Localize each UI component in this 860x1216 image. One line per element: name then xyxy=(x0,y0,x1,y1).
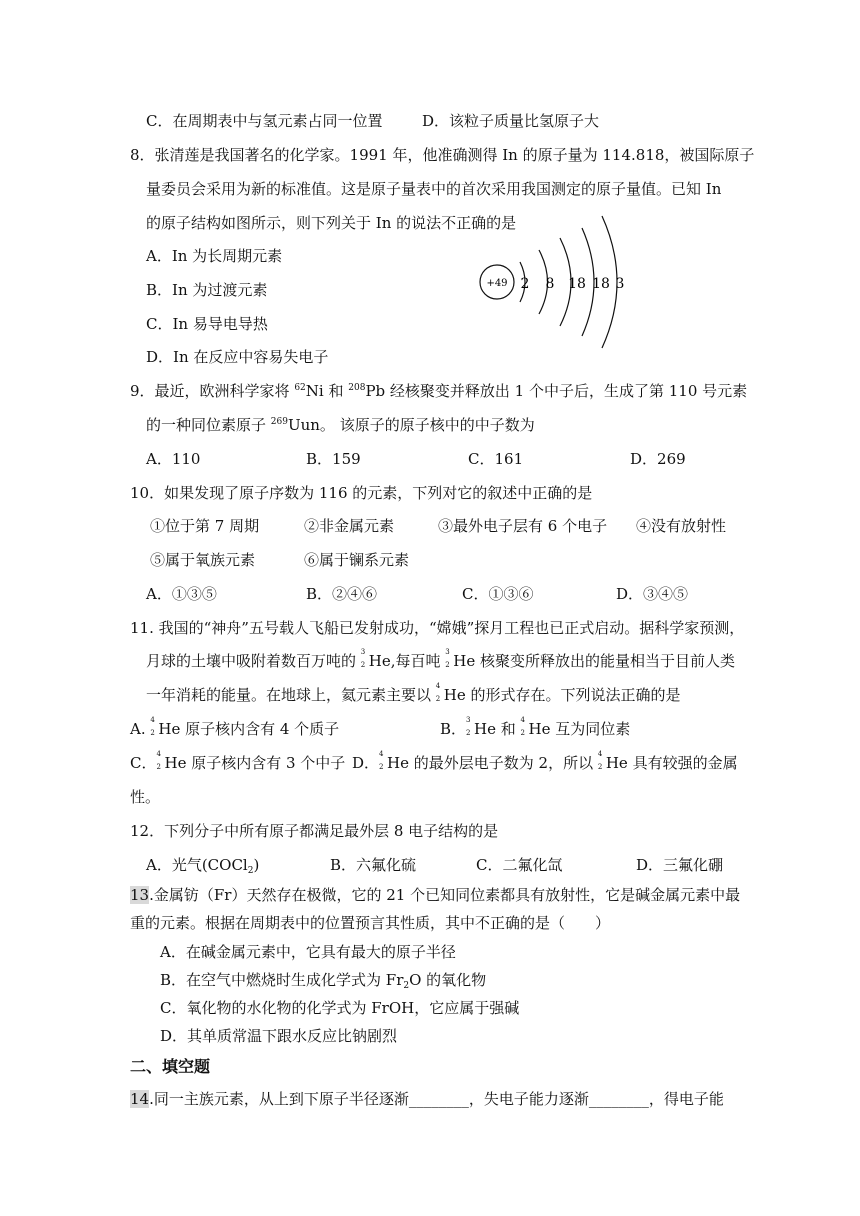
option-letter: C． xyxy=(130,754,157,772)
shell-electron-count: 3 xyxy=(615,276,625,292)
q11-stem-line3 xyxy=(146,682,681,705)
q9-option-c: C．161 xyxy=(468,450,524,468)
shell-electron-count: 2 xyxy=(520,276,530,292)
q13-text: O 的氧化物 xyxy=(409,971,487,989)
q12-option-a xyxy=(146,855,259,875)
q8-option-a: A．In 为长周期元素 xyxy=(146,247,283,265)
atomic-number: 2 xyxy=(435,695,441,703)
q9-text: 的一种同位素原子 xyxy=(146,416,271,434)
mass-number: 3 xyxy=(445,648,450,656)
q10-stem: 10．如果发现了原子序数为 116 的元素，下列对它的叙述中正确的是 xyxy=(130,484,593,502)
q9-option-a: A．110 xyxy=(146,450,201,468)
q12-text: ) xyxy=(253,856,260,874)
question-number-highlight: 14 xyxy=(130,1090,150,1108)
q9-option-d: D．269 xyxy=(630,450,686,468)
q11-text: He,每百吨 xyxy=(368,652,446,670)
q10-statement-5: ⑤属于氧族元素 xyxy=(150,551,256,569)
shell-electron-count: 8 xyxy=(545,276,555,292)
he4-isotope-symbol xyxy=(597,750,606,771)
q10-statement-1: ①位于第 7 周期 xyxy=(150,517,260,535)
mass-number: 4 xyxy=(156,750,161,758)
q13-text: B．在空气中燃烧时生成化学式为 Fr xyxy=(160,971,404,989)
q11-text: He 的形式存在。下列说法正确的是 xyxy=(443,686,681,704)
q8-stem-line3: 的原子结构如图所示，则下列关于 In 的说法不正确的是 xyxy=(146,214,517,232)
atomic-number: 2 xyxy=(156,763,161,771)
q11-text: 月球的土壤中吸附着数百万吨的 xyxy=(146,652,361,670)
shell-electron-count: 18 xyxy=(568,276,586,292)
q11-text: He 原子核内含有 3 个中子 xyxy=(164,754,346,772)
q11-text: He 和 xyxy=(474,720,521,738)
q11-option-a xyxy=(130,716,340,739)
q11-stem-line1: 11. 我国的“神舟”五号载人飞船已发射成功，“嫦娥”探月工程也已正式启动。据科学家预测， xyxy=(130,619,745,637)
q11-option-c xyxy=(130,750,346,773)
q11-text: 一年消耗的能量。在地球上，氦元素主要以 xyxy=(146,686,436,704)
q11-text: He 的最外层电子数为 2，所以 xyxy=(387,754,598,772)
q12-option-d: D．三氟化硼 xyxy=(636,856,724,874)
option-letter: D． xyxy=(352,754,380,772)
q9-stem-line1 xyxy=(130,381,747,401)
atomic-number: 2 xyxy=(597,763,603,771)
shell-electron-count: 18 xyxy=(592,276,610,292)
q8-option-c: C．In 易导电导热 xyxy=(146,315,268,333)
question-number-highlight: 13 xyxy=(130,886,150,904)
atomic-number: 2 xyxy=(379,763,384,771)
mass-number: 4 xyxy=(435,682,441,690)
q11-text: He 具有较强的金属 xyxy=(605,754,738,772)
indium-atom-structure-diagram xyxy=(474,212,644,352)
q8-option-d: D．In 在反应中容易失电子 xyxy=(146,348,329,366)
q13-option-d: D．其单质常温下跟水反应比钠剧烈 xyxy=(160,1027,398,1045)
atomic-number: 2 xyxy=(520,729,525,737)
mass-number: 3 xyxy=(466,716,471,724)
q9-text: 9．最近，欧洲科学家将 xyxy=(130,382,295,400)
q11-text: He 核聚变所释放出的能量相当于目前人类 xyxy=(453,652,736,670)
ni-mass-number: 62 xyxy=(294,383,306,393)
q11-stem-line2 xyxy=(146,648,736,671)
mass-number: 3 xyxy=(360,648,366,656)
he3-isotope-symbol xyxy=(360,648,369,669)
he4-isotope-symbol xyxy=(435,682,444,703)
q12-stem: 12．下列分子中所有原子都满足最外层 8 电子结构的是 xyxy=(130,822,499,840)
q10-option-a: A．①③⑤ xyxy=(146,585,217,603)
q12-text: A．光气(COCl xyxy=(146,856,248,874)
q9-stem-line2 xyxy=(146,415,535,435)
pb-mass-number: 208 xyxy=(348,383,366,393)
atomic-number: 2 xyxy=(360,661,366,669)
mass-number: 4 xyxy=(150,716,155,724)
q13-option-a: A．在碱金属元素中，它具有最大的原子半径 xyxy=(160,943,456,961)
q8-option-b: B．In 为过渡元素 xyxy=(146,281,268,299)
q14-text: .同一主族元素，从上到下原子半径逐渐________，失电子能力逐渐________，得电子能 xyxy=(149,1090,724,1108)
q13-option-c: C．氧化物的水化物的化学式为 FrOH，它应属于强碱 xyxy=(160,999,520,1017)
mass-number: 4 xyxy=(597,750,603,758)
q13-option-b xyxy=(160,970,486,990)
mass-number: 4 xyxy=(520,716,525,724)
q11-text: He 互为同位素 xyxy=(528,720,631,738)
q10-statement-2: ②非金属元素 xyxy=(304,517,395,535)
q13-text: .金属钫（Fr）天然存在极微，它的 21 个已知同位素都具有放射性，它是碱金属元素中最 xyxy=(149,886,741,904)
q10-option-c: C．①③⑥ xyxy=(462,585,534,603)
q8-stem-line1: 8．张清莲是我国著名的化学家。1991 年，他准确测得 In 的原子量为 114.818，被国际原子 xyxy=(130,146,755,164)
q11-option-b xyxy=(440,716,631,739)
q11-option-d-continuation: 性。 xyxy=(130,788,161,806)
he3-isotope-symbol xyxy=(466,716,474,737)
q10-statement-3: ③最外电子层有 6 个电子 xyxy=(438,517,608,535)
q8-stem-line2: 量委员会采用为新的标准值。这是原子量表中的首次采用我国测定的原子量值。已知 In xyxy=(146,180,722,198)
q11-text: He 原子核内含有 4 个质子 xyxy=(158,720,340,738)
option-letter: B． xyxy=(440,720,467,738)
q9-option-b: B．159 xyxy=(306,450,361,468)
q9-text: Pb 经核聚变并释放出 1 个中子后，生成了第 110 号元素 xyxy=(365,382,748,400)
q10-option-d: D．③④⑤ xyxy=(616,585,689,603)
uun-mass-number: 269 xyxy=(270,417,288,427)
he4-isotope-symbol xyxy=(379,750,387,771)
nucleus-charge: +49 xyxy=(486,278,508,289)
q10-statement-4: ④没有放射性 xyxy=(636,517,727,535)
he4-isotope-symbol xyxy=(156,750,164,771)
q12-option-b: B．六氟化硫 xyxy=(330,856,417,874)
q13-stem-line1 xyxy=(130,885,740,905)
section-heading: 二、填空题 xyxy=(130,1057,211,1076)
atomic-number: 2 xyxy=(445,661,450,669)
q10-option-b: B．②④⑥ xyxy=(306,585,378,603)
he3-isotope-symbol xyxy=(445,648,453,669)
q7-option-c: C．在周期表中与氢元素占同一位置 xyxy=(146,112,383,130)
he4-isotope-symbol xyxy=(520,716,529,737)
q9-text: Uun。 该原子的原子核中的中子数为 xyxy=(287,416,535,434)
option-letter: A. xyxy=(130,720,151,738)
q9-text: Ni 和 xyxy=(305,382,349,400)
q14-stem xyxy=(130,1089,724,1109)
atomic-number: 2 xyxy=(466,729,471,737)
q10-statement-6: ⑥属于镧系元素 xyxy=(304,551,410,569)
q11-option-d xyxy=(352,750,738,773)
q7-option-d: D．该粒子质量比氢原子大 xyxy=(422,112,600,130)
atomic-number: 2 xyxy=(150,729,155,737)
q12-option-c: C．二氟化氙 xyxy=(476,856,563,874)
mass-number: 4 xyxy=(379,750,384,758)
q13-stem-line2: 重的元素。根据在周期表中的位置预言其性质，其中不正确的是（ ） xyxy=(130,914,611,932)
subscript: 2 xyxy=(403,981,410,991)
subscript: 2 xyxy=(247,866,254,876)
he4-isotope-symbol xyxy=(150,716,158,737)
